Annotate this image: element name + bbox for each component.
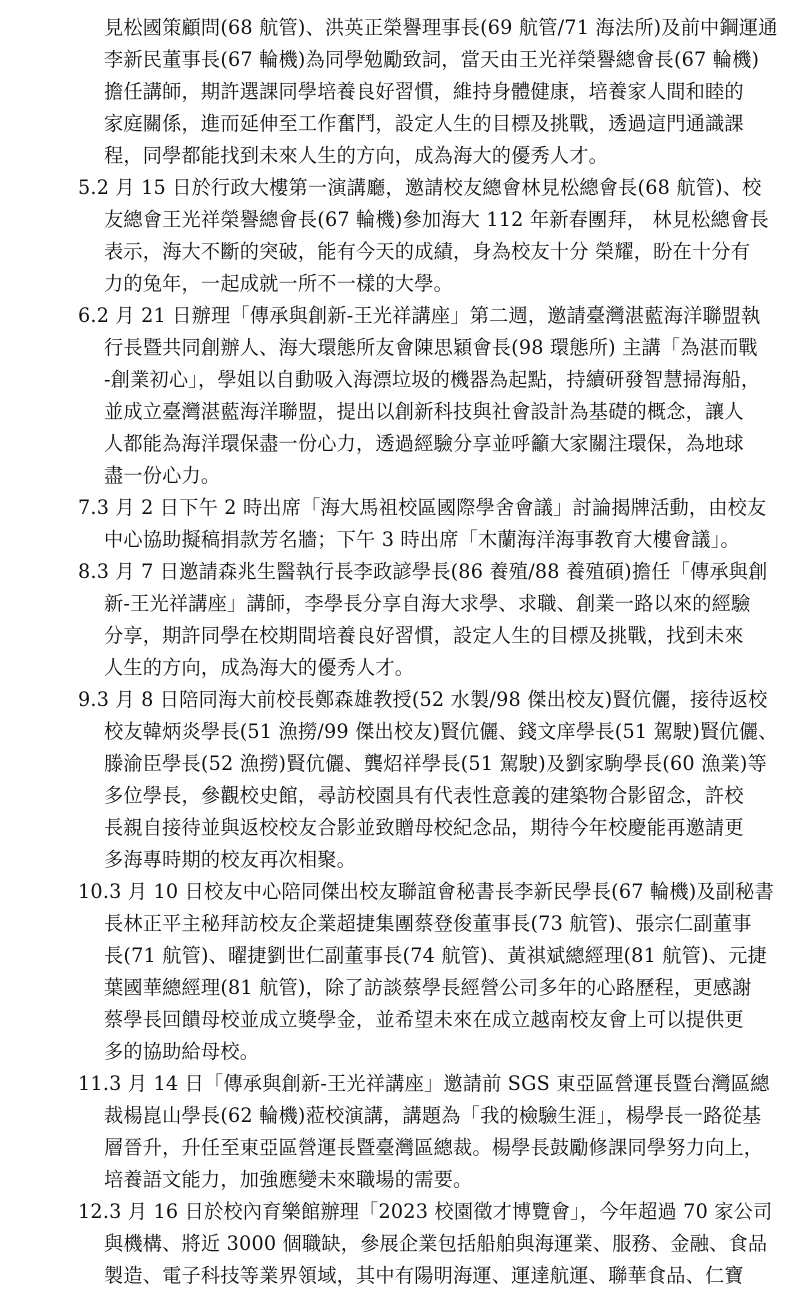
text-line: 李新民董事長(67 輪機)為同學勉勵致詞，當天由王光祥榮譽總會長(67 輪機) bbox=[104, 48, 760, 71]
text-line: 盡一份心力。 bbox=[104, 464, 221, 487]
list-item-6 bbox=[78, 300, 760, 492]
text-line: 見松國策顧問(68 航管)、洪英正榮譽理事長(69 航管/71 海法所)及前中鋼運通 bbox=[104, 16, 778, 39]
text-line: -創業初心」，學姐以自動吸入海漂垃圾的機器為起點，持續研發智慧掃海船， bbox=[104, 368, 761, 391]
text-line: 行長暨共同創辦人、海大環態所友會陳思穎會長(98 環態所) 主講「為湛而戰 bbox=[104, 336, 758, 359]
text-line: 蔡學長回饋母校並成立獎學金，並希望未來在成立越南校友會上可以提供更 bbox=[104, 1008, 744, 1031]
text-line: 與機構、將近 3000 個職缺，參展企業包括船舶與海運業、服務、金融、食品 bbox=[104, 1232, 768, 1255]
text-line: 10.3 月 10 日校友中心陪同傑出校友聯誼會秘書長李新民學長(67 輪機)及副秘書 bbox=[78, 880, 774, 903]
text-line: 製造、電子科技等業界領域，其中有陽明海運、運達航運、聯華食品、仁寶 bbox=[104, 1264, 744, 1287]
list-item-10 bbox=[78, 876, 774, 1068]
text-line: 人生的方向，成為海大的優秀人才。 bbox=[104, 656, 415, 679]
text-line: 葉國華總經理(81 航管)，除了訪談蔡學長經營公司多年的心路歷程，更感謝 bbox=[104, 976, 752, 999]
text-line: 滕渝臣學長(52 漁撈)賢伉儷、龔炤祥學長(51 駕駛)及劉家駒學長(60 漁業)等 bbox=[104, 752, 767, 775]
text-line: 9.3 月 8 日陪同海大前校長鄭森雄教授(52 水製/98 傑出校友)賢伉儷，接待返校 bbox=[78, 688, 768, 711]
text-line: 12.3 月 16 日於校內育樂館辦理「2023 校園徵才博覽會」，今年超過 70 家公司 bbox=[78, 1200, 773, 1223]
text-line: 人都能為海洋環保盡一份心力，透過經驗分享並呼籲大家關注環保，為地球 bbox=[104, 432, 744, 455]
text-line: 分享，期許同學在校期間培養良好習慣，設定人生的目標及挑戰，找到未來 bbox=[104, 624, 744, 647]
text-line: 11.3 月 14 日「傳承與創新-王光祥講座」邀請前 SGS 東亞區營運長暨台灣區總 bbox=[78, 1072, 770, 1095]
text-line: 裁楊崑山學長(62 輪機)蒞校演講，講題為「我的檢驗生涯」，楊學長一路從基 bbox=[104, 1104, 762, 1127]
list-item-5 bbox=[78, 172, 769, 300]
text-line: 程，同學都能找到未來人生的方向，成為海大的優秀人才。 bbox=[104, 144, 609, 167]
text-line: 表示，海大不斷的突破，能有今天的成績，身為校友十分 榮耀，盼在十分有 bbox=[104, 240, 751, 263]
text-line: 7.3 月 2 日下午 2 時出席「海大馬祖校區國際學舍會議」討論揭牌活動，由校友 bbox=[78, 496, 767, 519]
text-line: 友總會王光祥榮譽總會長(67 輪機)參加海大 112 年新春團拜， 林見松總會長 bbox=[104, 208, 769, 231]
list-item-7 bbox=[78, 492, 767, 556]
list-item-8 bbox=[78, 556, 768, 684]
text-line: 新-王光祥講座」講師，李學長分享自海大求學、求職、創業一路以來的經驗 bbox=[104, 592, 751, 615]
text-line: 8.3 月 7 日邀請森兆生醫執行長李政諺學長(86 養殖/88 養殖碩)擔任「傳承與創 bbox=[78, 560, 768, 583]
text-line: 家庭關係，進而延伸至工作奮鬥，設定人生的目標及挑戰，透過這門通識課 bbox=[104, 112, 744, 135]
list-item-11 bbox=[78, 1068, 770, 1196]
text-line: 多的協助給母校。 bbox=[104, 1040, 260, 1063]
text-line: 校友韓炳炎學長(51 漁撈/99 傑出校友)賢伉儷、錢文庠學長(51 駕駛)賢伉儷、 bbox=[104, 720, 778, 743]
text-line: 層晉升，升任至東亞區營運長暨臺灣區總裁。楊學長鼓勵修課同學努力向上， bbox=[104, 1136, 764, 1159]
text-line: 力的兔年，一起成就一所不一樣的大學。 bbox=[104, 272, 453, 295]
text-line: 多位學長，參觀校史館，尋訪校園具有代表性意義的建築物合影留念，許校 bbox=[104, 784, 744, 807]
text-line: 多海專時期的校友再次相聚。 bbox=[104, 848, 357, 871]
list-item-12 bbox=[78, 1196, 773, 1292]
text-line: 培養語文能力，加強應變未來職場的需要。 bbox=[104, 1168, 473, 1191]
text-line: 長親自接待並與返校校友合影並致贈母校紀念品，期待今年校慶能再邀請更 bbox=[104, 816, 744, 839]
continuation-paragraph bbox=[78, 12, 778, 172]
list-item-9 bbox=[78, 684, 778, 876]
text-line: 5.2 月 15 日於行政大樓第一演講廳，邀請校友總會林見松總會長(68 航管)、校 bbox=[78, 176, 762, 199]
text-line: 中心協助擬稿捐款芳名牆；下午 3 時出席「木蘭海洋海事教育大樓會議」。 bbox=[104, 528, 740, 551]
text-line: 長林正平主秘拜訪校友企業超捷集團蔡登俊董事長(73 航管)、張宗仁副董事 bbox=[104, 912, 752, 935]
text-line: 6.2 月 21 日辦理「傳承與創新-王光祥講座」第二週，邀請臺灣湛藍海洋聯盟執 bbox=[78, 304, 761, 327]
text-line: 並成立臺灣湛藍海洋聯盟，提出以創新科技與社會設計為基礎的概念，讓人 bbox=[104, 400, 744, 423]
text-line: 擔任講師，期許選課同學培養良好習慣，維持身體健康，培養家人間和睦的 bbox=[104, 80, 744, 103]
text-line: 長(71 航管)、曜捷劉世仁副董事長(74 航管)、黃祺斌總經理(81 航管)、元捷 bbox=[104, 944, 767, 967]
